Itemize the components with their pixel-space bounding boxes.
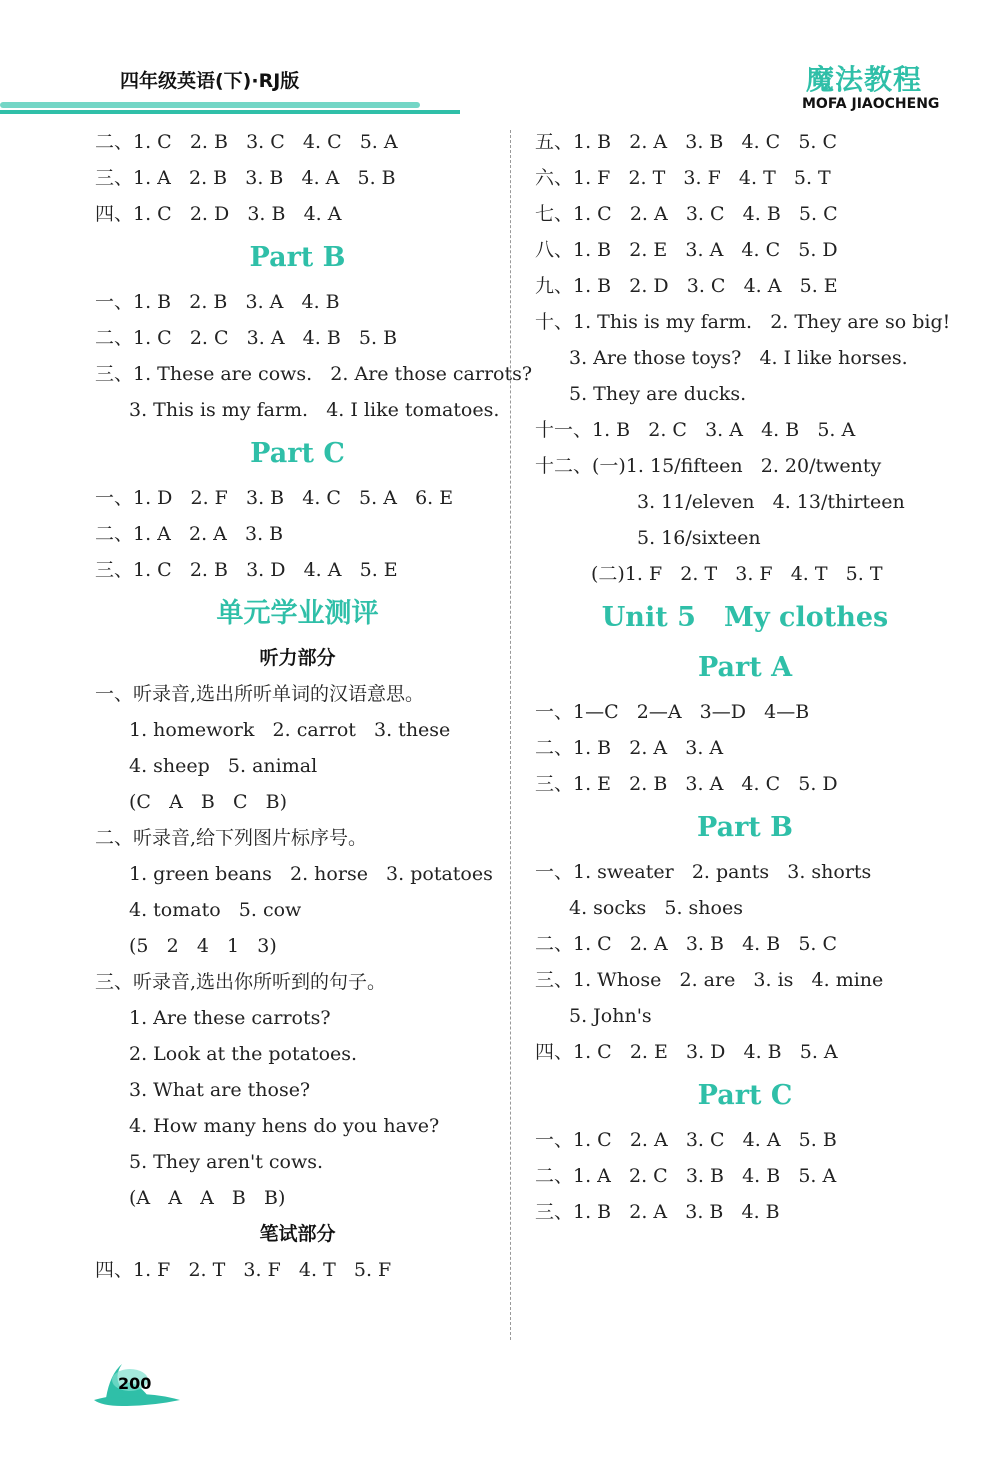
- right-column: [535, 124, 955, 1230]
- brand-logo-cn: 魔法教程: [806, 63, 923, 96]
- answer-line: 二、1. A 2. C 3. B 4. B 5. A: [535, 1165, 837, 1187]
- unit-test-heading: 单元学业测评: [216, 598, 379, 629]
- answer-line: 3. 11/eleven 4. 13/thirteen: [637, 491, 905, 513]
- column-divider: [510, 130, 511, 1340]
- header-title: 四年级英语(下)·RJ版: [120, 70, 300, 92]
- answer-line: 1. green beans 2. horse 3. potatoes: [129, 863, 493, 885]
- answer-line: (5 2 4 1 3): [129, 935, 277, 957]
- answer-line: 一、1. sweater 2. pants 3. shorts: [535, 861, 872, 883]
- answer-line: 二、1. C 2. C 3. A 4. B 5. B: [95, 327, 398, 349]
- answer-line: 一、1. C 2. A 3. C 4. A 5. B: [535, 1129, 837, 1151]
- section-heading-part-a: Part A: [697, 652, 793, 683]
- answer-line: 5. John's: [569, 1005, 652, 1027]
- answer-line: 五、1. B 2. A 3. B 4. C 5. C: [535, 131, 838, 153]
- answer-line: 5. 16/sixteen: [637, 527, 761, 549]
- answer-line: 4. tomato 5. cow: [129, 899, 302, 921]
- question-line: 三、听录音,选出你所听到的句子。: [95, 971, 387, 993]
- answer-line: 九、1. B 2. D 3. C 4. A 5. E: [535, 275, 838, 297]
- answer-line: 4. socks 5. shoes: [569, 897, 743, 919]
- header-underline: [0, 110, 460, 114]
- listening-subheading: 听力部分: [259, 647, 336, 669]
- answer-line: 二、1. C 2. A 3. B 4. B 5. C: [535, 933, 838, 955]
- written-subheading: 笔试部分: [259, 1223, 336, 1245]
- answer-line: 3. This is my farm. 4. I like tomatoes.: [129, 399, 500, 421]
- page-number-badge: [92, 1360, 182, 1410]
- answer-line: 3. What are those?: [129, 1079, 311, 1101]
- answer-line: 十、1. This is my farm. 2. They are so big!: [535, 311, 951, 333]
- answer-line: 三、1. E 2. B 3. A 4. C 5. D: [535, 773, 838, 795]
- page-number: 200: [118, 1374, 152, 1393]
- answer-line: 二、1. B 2. A 3. A: [535, 737, 724, 759]
- brand-logo-en: MOFA JIAOCHENG: [802, 96, 940, 112]
- answer-line: 四、1. C 2. E 3. D 4. B 5. A: [535, 1041, 838, 1063]
- answer-line: 四、1. F 2. T 3. F 4. T 5. F: [95, 1259, 392, 1281]
- section-heading-part-b: Part B: [697, 812, 793, 843]
- section-heading-part-c: Part C: [250, 438, 345, 469]
- answer-line: 二、1. C 2. B 3. C 4. C 5. A: [95, 131, 398, 153]
- question-line: 二、听录音,给下列图片标序号。: [95, 827, 368, 849]
- section-heading-part-b: Part B: [249, 242, 346, 273]
- answer-line: (A A A B B): [129, 1187, 286, 1209]
- answer-line: 七、1. C 2. A 3. C 4. B 5. C: [535, 203, 838, 225]
- unit-heading: Unit 5 My clothes: [601, 602, 889, 633]
- answer-line: 1. homework 2. carrot 3. these: [129, 719, 451, 741]
- answer-line: 三、1. These are cows. 2. Are those carrots?: [95, 363, 533, 385]
- answer-line: 4. sheep 5. animal: [129, 755, 318, 777]
- header-decor-bar: [0, 102, 420, 108]
- answer-line: 六、1. F 2. T 3. F 4. T 5. T: [535, 167, 831, 189]
- answer-line: (C A B C B): [129, 791, 288, 813]
- answer-line: 三、1. A 2. B 3. B 4. A 5. B: [95, 167, 396, 189]
- answer-line: 1. Are these carrots?: [129, 1007, 331, 1029]
- answer-line: 十二、(一)1. 15/fifteen 2. 20/twenty: [535, 455, 882, 477]
- answer-line: 十一、1. B 2. C 3. A 4. B 5. A: [535, 419, 856, 441]
- answer-line: (二)1. F 2. T 3. F 4. T 5. T: [591, 563, 883, 585]
- answer-line: 三、1. B 2. A 3. B 4. B: [535, 1201, 780, 1223]
- section-heading-part-c: Part C: [697, 1080, 793, 1111]
- left-column: [95, 124, 533, 1288]
- answer-line: 八、1. B 2. E 3. A 4. C 5. D: [535, 239, 838, 261]
- answer-line: 二、1. A 2. A 3. B: [95, 523, 284, 545]
- answer-line: 2. Look at the potatoes.: [129, 1043, 358, 1065]
- answer-line: 5. They aren't cows.: [129, 1151, 324, 1173]
- question-line: 一、听录音,选出所听单词的汉语意思。: [95, 683, 425, 705]
- answer-line: 一、1—C 2—A 3—D 4—B: [535, 701, 810, 723]
- answer-line: 四、1. C 2. D 3. B 4. A: [95, 203, 342, 225]
- answer-line: 三、1. Whose 2. are 3. is 4. mine: [535, 969, 884, 991]
- answer-line: 5. They are ducks.: [569, 383, 747, 405]
- answer-line: 4. How many hens do you have?: [129, 1115, 440, 1137]
- answer-line: 一、1. B 2. B 3. A 4. B: [95, 291, 340, 313]
- answer-line: 一、1. D 2. F 3. B 4. C 5. A 6. E: [95, 487, 454, 509]
- answer-line: 三、1. C 2. B 3. D 4. A 5. E: [95, 559, 398, 581]
- answer-line: 3. Are those toys? 4. I like horses.: [569, 347, 908, 369]
